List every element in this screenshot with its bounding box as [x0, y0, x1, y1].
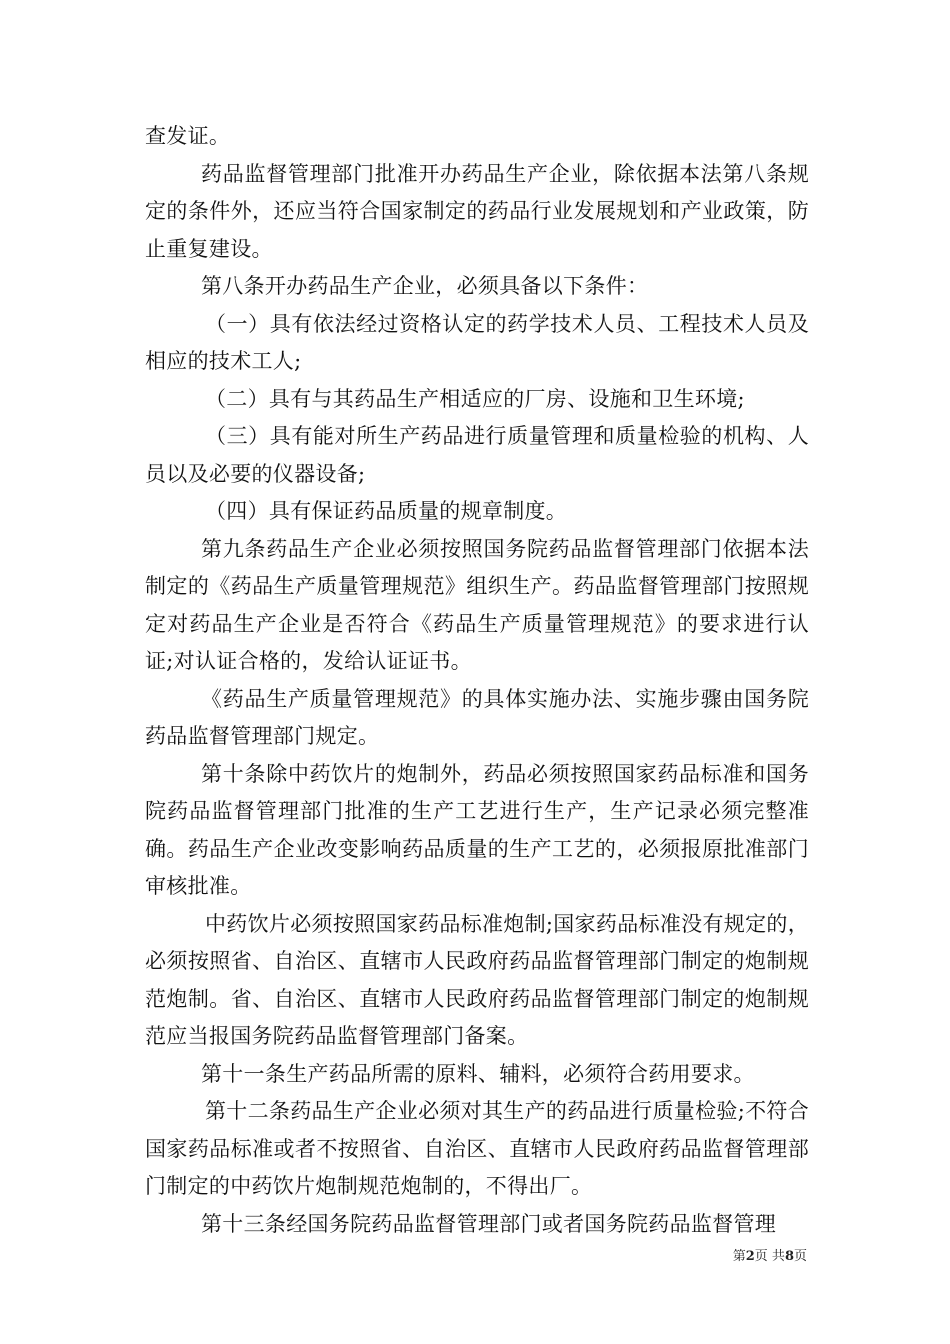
paragraph-14: 第十三条经国务院药品监督管理部门或者国务院药品监督管理: [201, 1211, 777, 1236]
paragraph-5: （二）具有与其药品生产相适应的厂房、设施和卫生环境;: [205, 386, 745, 411]
paragraph-7: （四）具有保证药品质量的规章制度。: [205, 499, 568, 523]
paragraph-6: （三）具有能对所生产药品进行质量管理和质量检验的机构、人员以及必要的仪器设备;: [145, 424, 809, 486]
paragraph-4: （一）具有依法经过资格认定的药学技术人员、工程技术人员及相应的技术工人;: [145, 311, 809, 373]
paragraph-2: 药品监督管理部门批准开办药品生产企业，除依据本法第八条规定的条件外，还应当符合国家制定的药品行业发展规划和产业政策，防止重复建设。: [145, 161, 809, 261]
paragraph-11: 中药饮片必须按照国家药品标准炮制;国家药品标准没有规定的，必须按照省、自治区、直辖市人民政府药品监督管理部门制定的炮制规范炮制。省、自治区、直辖市人民政府药品监督管理部门制定的炮制规范应当报国务院药品监督管理部门备案。: [145, 911, 809, 1048]
paragraph-1: 查发证。: [145, 124, 231, 148]
footer-suffix: 页: [793, 1249, 807, 1264]
paragraph-3: 第八条开办药品生产企业，必须具备以下条件：: [201, 274, 649, 298]
page-number-footer: [733, 1245, 807, 1264]
paragraph-8: 第九条药品生产企业必须按照国务院药品监督管理部门依据本法制定的《药品生产质量管理规范》组织生产。药品监督管理部门按照规定对药品生产企业是否符合《药品生产质量管理规范》的要求进行认证;对认证合格的，发给认证证书。: [145, 536, 809, 673]
footer-total-pages: 8: [784, 1249, 794, 1264]
paragraph-10: 第十条除中药饮片的炮制外，药品必须按照国家药品标准和国务院药品监督管理部门批准的生产工艺进行生产，生产记录必须完整准确。药品生产企业改变影响药品质量的生产工艺的，必须报原批准部门审核批准。: [145, 761, 809, 898]
paragraph-13: 第十二条药品生产企业必须对其生产的药品进行质量检验;不符合国家药品标准或者不按照省、自治区、直辖市人民政府药品监督管理部门制定的中药饮片炮制规范炮制的，不得出厂。: [145, 1099, 809, 1198]
footer-middle: 页 共: [754, 1249, 785, 1264]
document-body: [145, 118, 809, 1243]
footer-prefix: 第: [732, 1249, 746, 1264]
paragraph-12: 第十一条生产药品所需的原料、辅料，必须符合药用要求。: [201, 1061, 755, 1086]
footer-page-number: 2: [745, 1249, 755, 1264]
paragraph-9: 《药品生产质量管理规范》的具体实施办法、实施步骤由国务院药品监督管理部门规定。: [145, 686, 809, 748]
